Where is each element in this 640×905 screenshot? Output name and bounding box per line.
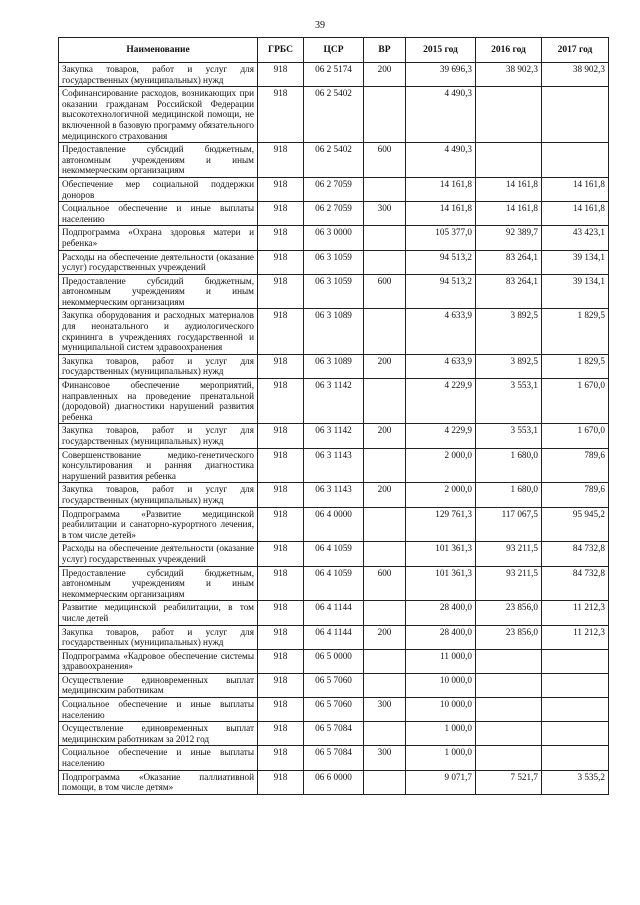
cell-2017: 789,6: [542, 483, 609, 507]
cell-csr: 06 3 1089: [304, 354, 364, 378]
table-row: [59, 63, 609, 87]
cell-grbs: 918: [258, 566, 304, 601]
cell-csr: 06 3 1142: [304, 424, 364, 448]
cell-vr: 200: [364, 625, 406, 649]
cell-2017: 14 161,8: [542, 202, 609, 226]
cell-name: Подпрограмма «Развитие медицинской реабилитации и санаторно-курортного лечения, в том числе детей»: [59, 507, 258, 542]
cell-name: Совершенствование медико-генетического консультирования и ранняя диагностика нарушений развития ребенка: [59, 448, 258, 483]
cell-csr: 06 4 1059: [304, 542, 364, 566]
cell-2017: [542, 698, 609, 722]
header-2017: 2017 год: [542, 38, 609, 63]
cell-2016: 1 680,0: [476, 448, 542, 483]
table-row: [59, 424, 609, 448]
cell-name: Социальное обеспечение и иные выплаты населению: [59, 698, 258, 722]
cell-2015: 4 229,9: [406, 424, 476, 448]
cell-2015: 14 161,8: [406, 202, 476, 226]
cell-2016: 23 856,0: [476, 601, 542, 625]
cell-name: Предоставление субсидий бюджетным, автономным учреждениям и иным некоммерческим организациям: [59, 566, 258, 601]
cell-name: Подпрограмма «Кадровое обеспечение системы здравоохранения»: [59, 649, 258, 673]
cell-vr: [364, 673, 406, 697]
cell-2017: 84 732,8: [542, 542, 609, 566]
cell-csr: 06 5 0000: [304, 649, 364, 673]
cell-2015: 14 161,8: [406, 177, 476, 201]
cell-grbs: 918: [258, 542, 304, 566]
cell-2015: 39 696,3: [406, 63, 476, 87]
header-2016: 2016 год: [476, 38, 542, 63]
cell-vr: 200: [364, 63, 406, 87]
table-row: [59, 770, 609, 794]
cell-grbs: 918: [258, 63, 304, 87]
table-row: [59, 507, 609, 542]
cell-grbs: 918: [258, 354, 304, 378]
cell-name: Закупка товаров, работ и услуг для государственных (муниципальных) нужд: [59, 63, 258, 87]
table-row: [59, 649, 609, 673]
cell-2016: 14 161,8: [476, 177, 542, 201]
cell-csr: 06 3 1143: [304, 448, 364, 483]
cell-2017: [542, 87, 609, 143]
cell-2015: 10 000,0: [406, 673, 476, 697]
table-row: [59, 542, 609, 566]
cell-csr: 06 5 7084: [304, 746, 364, 770]
cell-name: Развитие медицинской реабилитации, в том числе детей: [59, 601, 258, 625]
cell-2016: 14 161,8: [476, 202, 542, 226]
cell-2015: 105 377,0: [406, 226, 476, 250]
cell-name: Предоставление субсидий бюджетным, автономным учреждениям и иным некоммерческим организациям: [59, 274, 258, 309]
cell-2016: [476, 673, 542, 697]
cell-vr: [364, 448, 406, 483]
cell-2017: 789,6: [542, 448, 609, 483]
cell-2017: 95 945,2: [542, 507, 609, 542]
cell-name: Закупка товаров, работ и услуг для государственных (муниципальных) нужд: [59, 625, 258, 649]
cell-vr: [364, 379, 406, 424]
cell-vr: 300: [364, 202, 406, 226]
cell-2015: 129 761,3: [406, 507, 476, 542]
cell-2015: 94 513,2: [406, 274, 476, 309]
table-row: [59, 625, 609, 649]
cell-grbs: 918: [258, 309, 304, 354]
cell-grbs: 918: [258, 746, 304, 770]
cell-2017: 1 829,5: [542, 309, 609, 354]
cell-2016: 3 553,1: [476, 379, 542, 424]
cell-csr: 06 4 1059: [304, 566, 364, 601]
table-row: [59, 566, 609, 601]
cell-grbs: 918: [258, 250, 304, 274]
cell-name: Закупка товаров, работ и услуг для государственных (муниципальных) нужд: [59, 483, 258, 507]
cell-2015: 2 000,0: [406, 448, 476, 483]
cell-grbs: 918: [258, 601, 304, 625]
cell-2017: [542, 746, 609, 770]
table-row: [59, 274, 609, 309]
cell-csr: 06 3 1143: [304, 483, 364, 507]
cell-csr: 06 5 7060: [304, 673, 364, 697]
cell-vr: 300: [364, 746, 406, 770]
table-header-row: [59, 38, 609, 63]
table-row: [59, 250, 609, 274]
cell-csr: 06 3 1142: [304, 379, 364, 424]
cell-2016: [476, 87, 542, 143]
cell-vr: [364, 542, 406, 566]
cell-2016: 7 521,7: [476, 770, 542, 794]
cell-grbs: 918: [258, 143, 304, 178]
cell-2016: [476, 698, 542, 722]
cell-grbs: 918: [258, 87, 304, 143]
cell-2017: [542, 673, 609, 697]
cell-name: Подпрограмма «Оказание паллиативной помощи, в том числе детям»: [59, 770, 258, 794]
table-row: [59, 202, 609, 226]
cell-csr: 06 5 7084: [304, 722, 364, 746]
cell-csr: 06 3 1059: [304, 274, 364, 309]
page-number: 39: [315, 20, 325, 31]
cell-vr: [364, 601, 406, 625]
cell-2017: [542, 722, 609, 746]
cell-2016: 3 892,5: [476, 354, 542, 378]
cell-vr: [364, 309, 406, 354]
cell-name: Закупка оборудования и расходных материалов для неонатального и аудиологического скрининга в учреждениях государственной и муниципальной систем здравоохранения: [59, 309, 258, 354]
cell-name: Обеспечение мер социальной поддержки доноров: [59, 177, 258, 201]
cell-2017: 84 732,8: [542, 566, 609, 601]
cell-2016: [476, 143, 542, 178]
cell-name: Социальное обеспечение и иные выплаты населению: [59, 746, 258, 770]
table-row: [59, 143, 609, 178]
cell-2017: 1 670,0: [542, 424, 609, 448]
cell-vr: [364, 507, 406, 542]
cell-2016: 83 264,1: [476, 274, 542, 309]
cell-csr: 06 4 1144: [304, 625, 364, 649]
cell-2017: 3 535,2: [542, 770, 609, 794]
cell-2017: 43 423,1: [542, 226, 609, 250]
table-row: [59, 177, 609, 201]
cell-2017: 38 902,3: [542, 63, 609, 87]
cell-vr: 200: [364, 354, 406, 378]
cell-2017: [542, 649, 609, 673]
header-grbs: ГРБС: [258, 38, 304, 63]
cell-2016: 3 892,5: [476, 309, 542, 354]
header-vr: ВР: [364, 38, 406, 63]
table-row: [59, 309, 609, 354]
cell-2015: 28 400,0: [406, 601, 476, 625]
cell-2015: 94 513,2: [406, 250, 476, 274]
cell-2017: 1 670,0: [542, 379, 609, 424]
cell-vr: [364, 250, 406, 274]
cell-2016: 1 680,0: [476, 483, 542, 507]
cell-vr: [364, 87, 406, 143]
cell-vr: 200: [364, 424, 406, 448]
cell-2016: 92 389,7: [476, 226, 542, 250]
cell-2015: 9 071,7: [406, 770, 476, 794]
table-row: [59, 226, 609, 250]
cell-vr: 300: [364, 698, 406, 722]
cell-csr: 06 2 5402: [304, 143, 364, 178]
cell-name: Закупка товаров, работ и услуг для государственных (муниципальных) нужд: [59, 424, 258, 448]
cell-vr: [364, 722, 406, 746]
cell-vr: 600: [364, 566, 406, 601]
cell-2017: 1 829,5: [542, 354, 609, 378]
cell-csr: 06 2 7059: [304, 177, 364, 201]
cell-grbs: 918: [258, 770, 304, 794]
cell-grbs: 918: [258, 177, 304, 201]
cell-2016: [476, 649, 542, 673]
budget-table: [58, 37, 609, 795]
table-row: [59, 746, 609, 770]
cell-2015: 28 400,0: [406, 625, 476, 649]
cell-2016: [476, 746, 542, 770]
cell-csr: 06 6 0000: [304, 770, 364, 794]
cell-grbs: 918: [258, 202, 304, 226]
cell-name: Осуществление единовременных выплат медицинским работникам за 2012 год: [59, 722, 258, 746]
cell-2015: 2 000,0: [406, 483, 476, 507]
cell-csr: 06 5 7060: [304, 698, 364, 722]
cell-name: Закупка товаров, работ и услуг для государственных (муниципальных) нужд: [59, 354, 258, 378]
cell-2015: 4 490,3: [406, 87, 476, 143]
cell-2016: 23 856,0: [476, 625, 542, 649]
cell-2017: 39 134,1: [542, 250, 609, 274]
table-row: [59, 379, 609, 424]
cell-csr: 06 4 0000: [304, 507, 364, 542]
cell-2016: 93 211,5: [476, 566, 542, 601]
cell-2015: 4 633,9: [406, 354, 476, 378]
cell-grbs: 918: [258, 483, 304, 507]
table-row: [59, 87, 609, 143]
cell-2017: 39 134,1: [542, 274, 609, 309]
cell-grbs: 918: [258, 722, 304, 746]
cell-name: Подпрограмма «Охрана здоровья матери и ребенка»: [59, 226, 258, 250]
cell-vr: 600: [364, 143, 406, 178]
cell-grbs: 918: [258, 625, 304, 649]
cell-grbs: 918: [258, 698, 304, 722]
cell-2016: 83 264,1: [476, 250, 542, 274]
cell-vr: [364, 226, 406, 250]
cell-2017: 11 212,3: [542, 625, 609, 649]
table-row: [59, 483, 609, 507]
cell-2015: 101 361,3: [406, 566, 476, 601]
table-row: [59, 448, 609, 483]
table-row: [59, 673, 609, 697]
cell-name: Осуществление единовременных выплат медицинским работникам: [59, 673, 258, 697]
cell-csr: 06 4 1144: [304, 601, 364, 625]
cell-name: Расходы на обеспечение деятельности (оказание услуг) государственных учреждений: [59, 542, 258, 566]
cell-name: Софинансирование расходов, возникающих при оказании гражданам Российской Федерации высокотехнологичной медицинской помощи, не включенной в базовую программу обязательного медицинского страхования: [59, 87, 258, 143]
cell-2015: 4 229,9: [406, 379, 476, 424]
cell-csr: 06 3 0000: [304, 226, 364, 250]
cell-grbs: 918: [258, 448, 304, 483]
cell-vr: [364, 177, 406, 201]
cell-name: Предоставление субсидий бюджетным, автономным учреждениям и иным некоммерческим организациям: [59, 143, 258, 178]
cell-2015: 11 000,0: [406, 649, 476, 673]
cell-2017: 11 212,3: [542, 601, 609, 625]
cell-vr: [364, 770, 406, 794]
table-row: [59, 722, 609, 746]
cell-csr: 06 2 5402: [304, 87, 364, 143]
cell-grbs: 918: [258, 649, 304, 673]
table-row: [59, 354, 609, 378]
cell-2015: 10 000,0: [406, 698, 476, 722]
cell-2016: 3 553,1: [476, 424, 542, 448]
cell-2017: 14 161,8: [542, 177, 609, 201]
cell-csr: 06 3 1089: [304, 309, 364, 354]
cell-2015: 4 490,3: [406, 143, 476, 178]
header-2015: 2015 год: [406, 38, 476, 63]
cell-csr: 06 2 7059: [304, 202, 364, 226]
header-name: Наименование: [59, 38, 258, 63]
table-row: [59, 601, 609, 625]
cell-2017: [542, 143, 609, 178]
cell-grbs: 918: [258, 424, 304, 448]
cell-vr: 200: [364, 483, 406, 507]
cell-grbs: 918: [258, 507, 304, 542]
cell-grbs: 918: [258, 274, 304, 309]
table-row: [59, 698, 609, 722]
cell-name: Расходы на обеспечение деятельности (оказание услуг) государственных учреждений: [59, 250, 258, 274]
cell-grbs: 918: [258, 673, 304, 697]
cell-2016: 117 067,5: [476, 507, 542, 542]
cell-2015: 1 000,0: [406, 722, 476, 746]
header-csr: ЦСР: [304, 38, 364, 63]
cell-name: Финансовое обеспечение мероприятий, направленных на проведение пренатальной (дородовой) диагностики нарушений развития ребенка: [59, 379, 258, 424]
cell-csr: 06 2 5174: [304, 63, 364, 87]
cell-name: Социальное обеспечение и иные выплаты населению: [59, 202, 258, 226]
cell-2016: 38 902,3: [476, 63, 542, 87]
cell-vr: [364, 649, 406, 673]
cell-2015: 101 361,3: [406, 542, 476, 566]
cell-grbs: 918: [258, 226, 304, 250]
cell-2016: 93 211,5: [476, 542, 542, 566]
cell-2015: 1 000,0: [406, 746, 476, 770]
cell-grbs: 918: [258, 379, 304, 424]
cell-vr: 600: [364, 274, 406, 309]
cell-csr: 06 3 1059: [304, 250, 364, 274]
cell-2016: [476, 722, 542, 746]
cell-2015: 4 633,9: [406, 309, 476, 354]
